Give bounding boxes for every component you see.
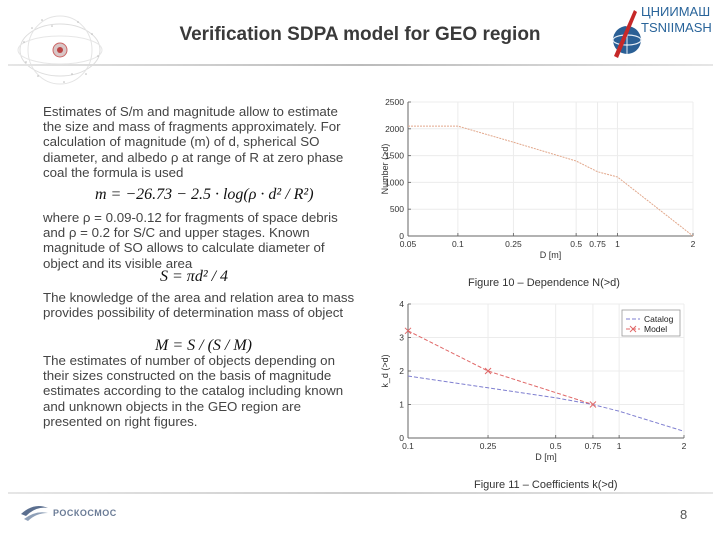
slide-title: Verification SDPA model for GEO region xyxy=(179,24,541,45)
figure-10-caption: Figure 10 – Dependence N(>d) xyxy=(468,277,620,289)
x-tick-label: 0.5 xyxy=(570,239,583,249)
y-tick-label: 2 xyxy=(399,366,404,376)
y-tick-label: 1000 xyxy=(385,177,404,188)
legend-label: Model xyxy=(644,324,668,334)
y-tick-label: 3 xyxy=(399,332,404,343)
figure-11-caption: Figure 11 – Coefficients k(>d) xyxy=(474,479,618,491)
x-tick-label: 0.1 xyxy=(451,239,464,249)
title-divider xyxy=(8,64,713,66)
y-tick-label: 500 xyxy=(389,204,404,215)
formula-magnitude: m = −26.73 − 2.5 · log(ρ · d² / R²) xyxy=(95,186,314,203)
footer-divider xyxy=(8,492,713,494)
y-tick-label: 0 xyxy=(399,433,404,443)
formula-mass: M = S / (S / M) xyxy=(155,337,252,354)
y-tick-label: 2500 xyxy=(385,97,404,107)
tsniimash-ru: ЦНИИМАШ xyxy=(641,4,711,19)
x-tick-label: 2 xyxy=(681,441,687,451)
y-axis-label: k_d (>d) xyxy=(380,354,390,388)
x-axis-label: D [m] xyxy=(539,250,562,260)
x-tick-label: 1 xyxy=(615,239,620,249)
y-tick-label: 4 xyxy=(399,299,404,309)
paragraph-1: Estimates of S/m and magnitude allow to estimate the size and mass of fragments approximately. For calculation of magnitude (m) of d, spherical SO diameter, and albedo ρ at range of R at zero phase coal the formula is used xyxy=(43,104,344,180)
legend-label: Catalog xyxy=(644,314,674,324)
chart-legend xyxy=(622,310,680,336)
x-axis-label: D [m] xyxy=(535,452,557,462)
y-tick-label: 2000 xyxy=(385,123,404,134)
chart-number-vs-diameter xyxy=(378,90,698,270)
x-tick-label: 2 xyxy=(690,239,696,249)
y-axis-label: Number (>d) xyxy=(380,143,390,195)
x-tick-label: 0.75 xyxy=(589,239,606,249)
paragraph-4: The estimates of number of objects depending on their sizes constructed on the basis of magnitude estimates according to the catalog including known and unknown objects in the GEO region are presented on right figures. xyxy=(43,353,344,429)
orbit-debris-image xyxy=(12,12,112,88)
y-tick-label: 0 xyxy=(399,231,404,241)
slide-number: 8 xyxy=(680,507,688,522)
y-tick-label: 1500 xyxy=(385,150,404,161)
x-tick-label: 0.1 xyxy=(402,441,414,451)
x-tick-label: 0.25 xyxy=(505,239,522,249)
y-tick-label: 1 xyxy=(399,399,404,410)
x-tick-label: 0.05 xyxy=(399,239,417,249)
chart-coefficients xyxy=(378,292,698,472)
formula-area: S = πd² / 4 xyxy=(160,268,229,285)
tsniimash-wordmark xyxy=(641,4,712,36)
roscosmos-logo xyxy=(18,500,50,524)
x-tick-label: 1 xyxy=(616,441,622,451)
plot-area xyxy=(408,102,693,236)
paragraph-2: where ρ = 0.09-0.12 for fragments of space debris and ρ = 0.2 for S/C and upper stages. Known magnitude of SO allows to calculate diameter of object and its visible area xyxy=(43,210,338,271)
x-tick-label: 0.75 xyxy=(584,441,602,451)
tsniimash-en: TSNIIMASH xyxy=(641,20,712,35)
x-tick-label: 0.5 xyxy=(549,441,562,451)
roscosmos-wordmark: РОСКОСМОС xyxy=(53,508,117,518)
paragraph-3: The knowledge of the area and relation area to mass provides possibility of determination mass of object xyxy=(43,290,355,321)
x-tick-label: 0.25 xyxy=(479,441,497,451)
tsniimash-logo xyxy=(610,6,644,62)
